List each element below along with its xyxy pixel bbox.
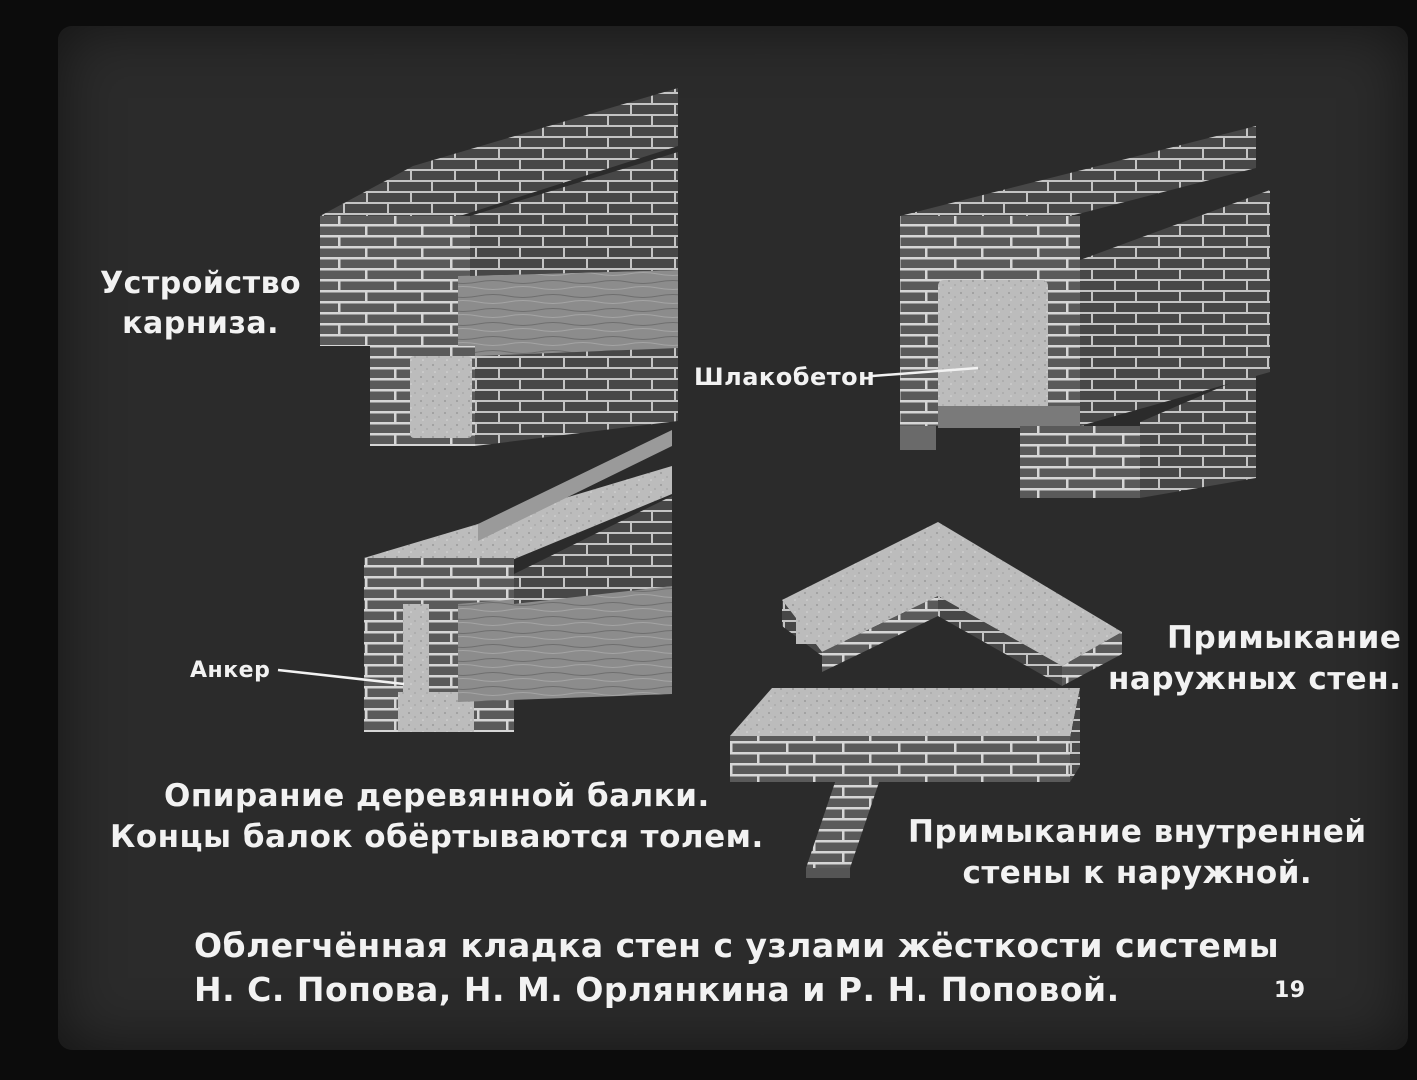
slide xyxy=(58,26,1408,1050)
slag-concrete-label: Шлакобетон xyxy=(694,363,876,391)
main-caption-line-1: Облегчённая кладка стен с узлами жёсткости системы xyxy=(194,926,1280,965)
cornice-title-line-2: карниза. xyxy=(122,305,280,341)
outer-walls-caption-line-1: Примыкание xyxy=(1167,620,1402,656)
cornice-drawing xyxy=(320,88,678,446)
inner-wall-caption xyxy=(908,812,1367,894)
masonry-illustrations xyxy=(58,26,1408,1050)
cornice-title xyxy=(100,264,301,343)
outer-walls-caption xyxy=(1108,618,1401,700)
anchor-label: Анкер xyxy=(190,658,271,683)
beam-support-caption xyxy=(110,776,764,858)
outer-walls-caption-line-2: наружных стен. xyxy=(1108,660,1402,697)
cornice-title-line-1: Устройство xyxy=(100,266,302,301)
beam-support-drawing xyxy=(364,430,672,732)
main-caption xyxy=(194,924,1279,1011)
main-caption-line-2: Н. С. Попова, Н. М. Орлянкина и Р. Н. Поповой. xyxy=(194,969,1120,1009)
beam-support-caption-line-2: Концы балок обёртываются толем. xyxy=(110,818,764,855)
slag-concrete-wall-drawing xyxy=(900,126,1270,498)
beam-support-caption-line-1: Опирание деревянной балки. xyxy=(163,778,710,814)
inner-wall-caption-line-2: стены к наружной. xyxy=(962,854,1313,891)
outer-walls-corner-drawing xyxy=(782,522,1122,686)
inner-wall-caption-line-1: Примыкание внутренней xyxy=(908,814,1367,850)
page-number: 19 xyxy=(1274,978,1306,1003)
